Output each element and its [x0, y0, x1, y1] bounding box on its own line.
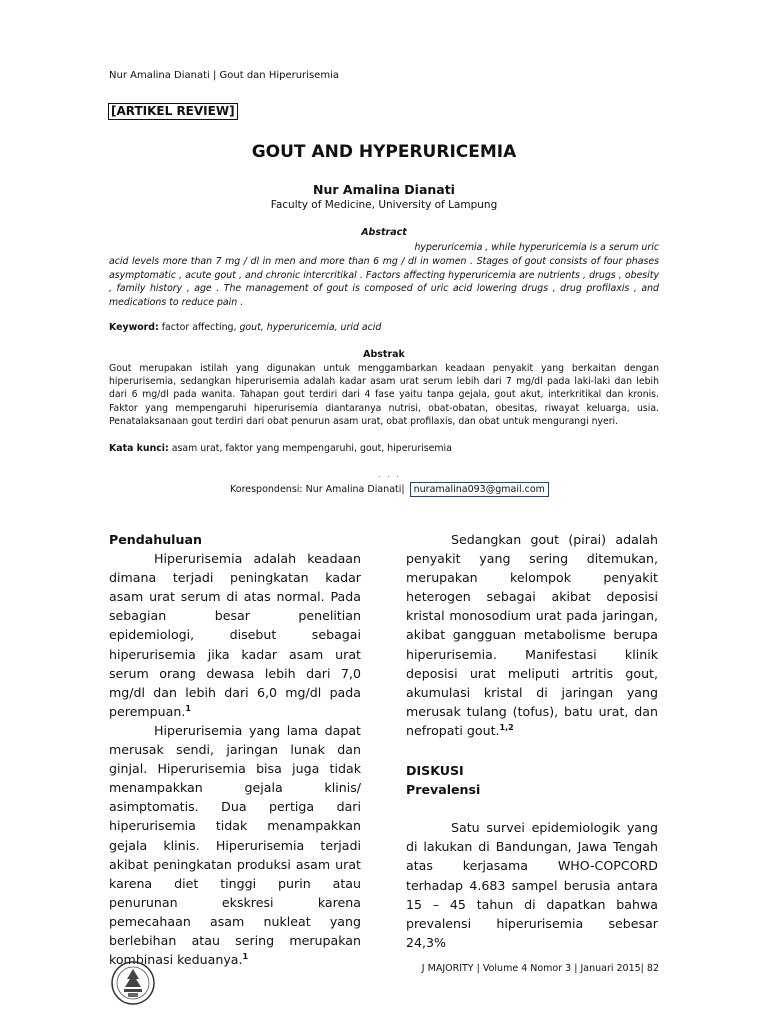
spacer [406, 740, 658, 761]
left-column [109, 530, 361, 969]
left-paragraph-1 [109, 549, 361, 721]
citation-ref: 1 [242, 952, 249, 962]
university-seal-icon [110, 960, 156, 1006]
kata-kunci-text: asam urat, faktor yang mempengaruhi, gout, hiperurisemia [168, 443, 452, 454]
section-heading-pendahuluan: Pendahuluan [109, 532, 202, 547]
running-head: Nur Amalina Dianati | Gout dan Hiperurisemia [109, 70, 339, 81]
author-name: Nur Amalina Dianati [313, 182, 455, 197]
right-column [406, 530, 658, 952]
abstract-heading: Abstract [361, 227, 407, 238]
keywords-italic: gout, hyperuricemia, urid acid [239, 322, 382, 333]
abstract-english [109, 241, 659, 310]
keywords-label: Keyword: [109, 322, 159, 333]
page-footer: J MAJORITY | Volume 4 Nomor 3 | Januari 2015| 82 [421, 963, 659, 974]
citation-ref: 1,2 [499, 722, 514, 732]
keywords [109, 322, 659, 333]
citation-ref: 1 [185, 703, 191, 713]
abstract-first-line: hyperuricemia , while hyperuricemia is a serum uric [414, 242, 659, 253]
abstract-body: acid levels more than 7 mg / dl in men and more than 6 mg / dl in women . Stages of gout consists of four phases asymptomatic , acute gout , and chronic intercritikal . Factors affecting hyperuricemia are nutrients , drugs , obesity , family history , age . The management of gout is composed of uric acid lowering drugs , drug profilaxis , and medications to reduce pain . [109, 255, 659, 309]
correspondence-email-link[interactable]: nuramalina093@gmail.com [410, 482, 549, 497]
kata-kunci-label: Kata kunci: [109, 443, 169, 454]
abstrak-body: Gout merupakan istilah yang digunakan untuk menggambarkan keadaan penyakit yang berkaitan dengan hiperurisemia, sedangkan hiperurisemia adalah kadar asam urat serum lebih dari 7 mg/dl pada laki-laki dan lebih dari 6 mg/dl pada wanita. Tahapan gout terdiri dari 4 fase yaitu tanpa gejala, gout akut, interkritikal dan kronis. Faktor yang mempengaruhi hiperurisemia diantaranya nutrisi, obat-obatan, obesitas, riwayat keluarga, usia. Penatalaksanaan gout terdiri dari obat penurun asam urat, obat profilaxis, dan obat untuk mengurangi nyeri. [109, 363, 659, 427]
left-paragraph-2 [109, 721, 361, 969]
left-paragraph-2-text: Hiperurisemia yang lama dapat merusak sendi, jaringan lunak dan ginjal. Hiperurisemia bisa juga tidak menampakkan gejala klinis/ asimptomatis. Dua pertiga dari hiperurisemia tidak menampakkan gejala klinis. Hiperurisemia terjadi akibat peningkatan produksi asam urat karena diet tinggi purin atau penurunan ekskresi karena pemecahaan asam nukleat yang berlebihan atau sering merupakan kombinasi keduanya. [109, 722, 361, 968]
left-paragraph-1-text: Hiperurisemia adalah keadaan dimana terjadi peningkatan kadar asam urat serum di atas normal. Pada sebagian besar penelitian epidemiologi, disebut sebagai hiperurisemia jika kadar asam urat serum orang dewasa lebih dari 7,0 mg/dl dan lebih dari 6,0 mg/dl pada perempuan. [109, 551, 361, 719]
correspondence-label: Korespondensi: Nur Amalina Dianati| [230, 484, 405, 495]
subsection-heading-prevalensi: Prevalensi [406, 782, 481, 798]
kata-kunci [109, 443, 659, 454]
section-heading-diskusi: DISKUSI [406, 763, 464, 779]
section-tag: [ARTIKEL REVIEW] [108, 103, 238, 120]
separator-dots: . . . [378, 470, 401, 479]
correspondence [230, 482, 549, 497]
abstrak-heading: Abstrak [363, 349, 405, 360]
right-paragraph-1-text: Sedangkan gout (pirai) adalah penyakit yang sering ditemukan, merupakan kelompok penyakit heterogen sebagai akibat deposisi kristal monosodium urat pada jaringan, akibat gangguan metabolisme berupa hiperurisemia. Manifestasi klinik deposisi urat meliputi artritis gout, akumulasi kristal di jaringan yang merusak tulang (tofus), batu urat, dan nefropati gout. [406, 532, 658, 738]
spacer [406, 799, 658, 818]
right-paragraph-2: Satu survei epidemiologik yang di lakukan di Bandungan, Jawa Tengah atas kerjasama WHO-COPCORD terhadap 4.683 sampel berusia antara 15 – 45 tahun di dapatkan bahwa prevalensi hiperurisemia sebesar 24,3% [406, 820, 658, 950]
keywords-plain: factor affecting, [158, 322, 240, 333]
author-affiliation: Faculty of Medicine, University of Lampung [270, 199, 498, 211]
article-title: GOUT AND HYPERURICEMIA [251, 142, 517, 162]
right-paragraph-1 [406, 530, 658, 740]
